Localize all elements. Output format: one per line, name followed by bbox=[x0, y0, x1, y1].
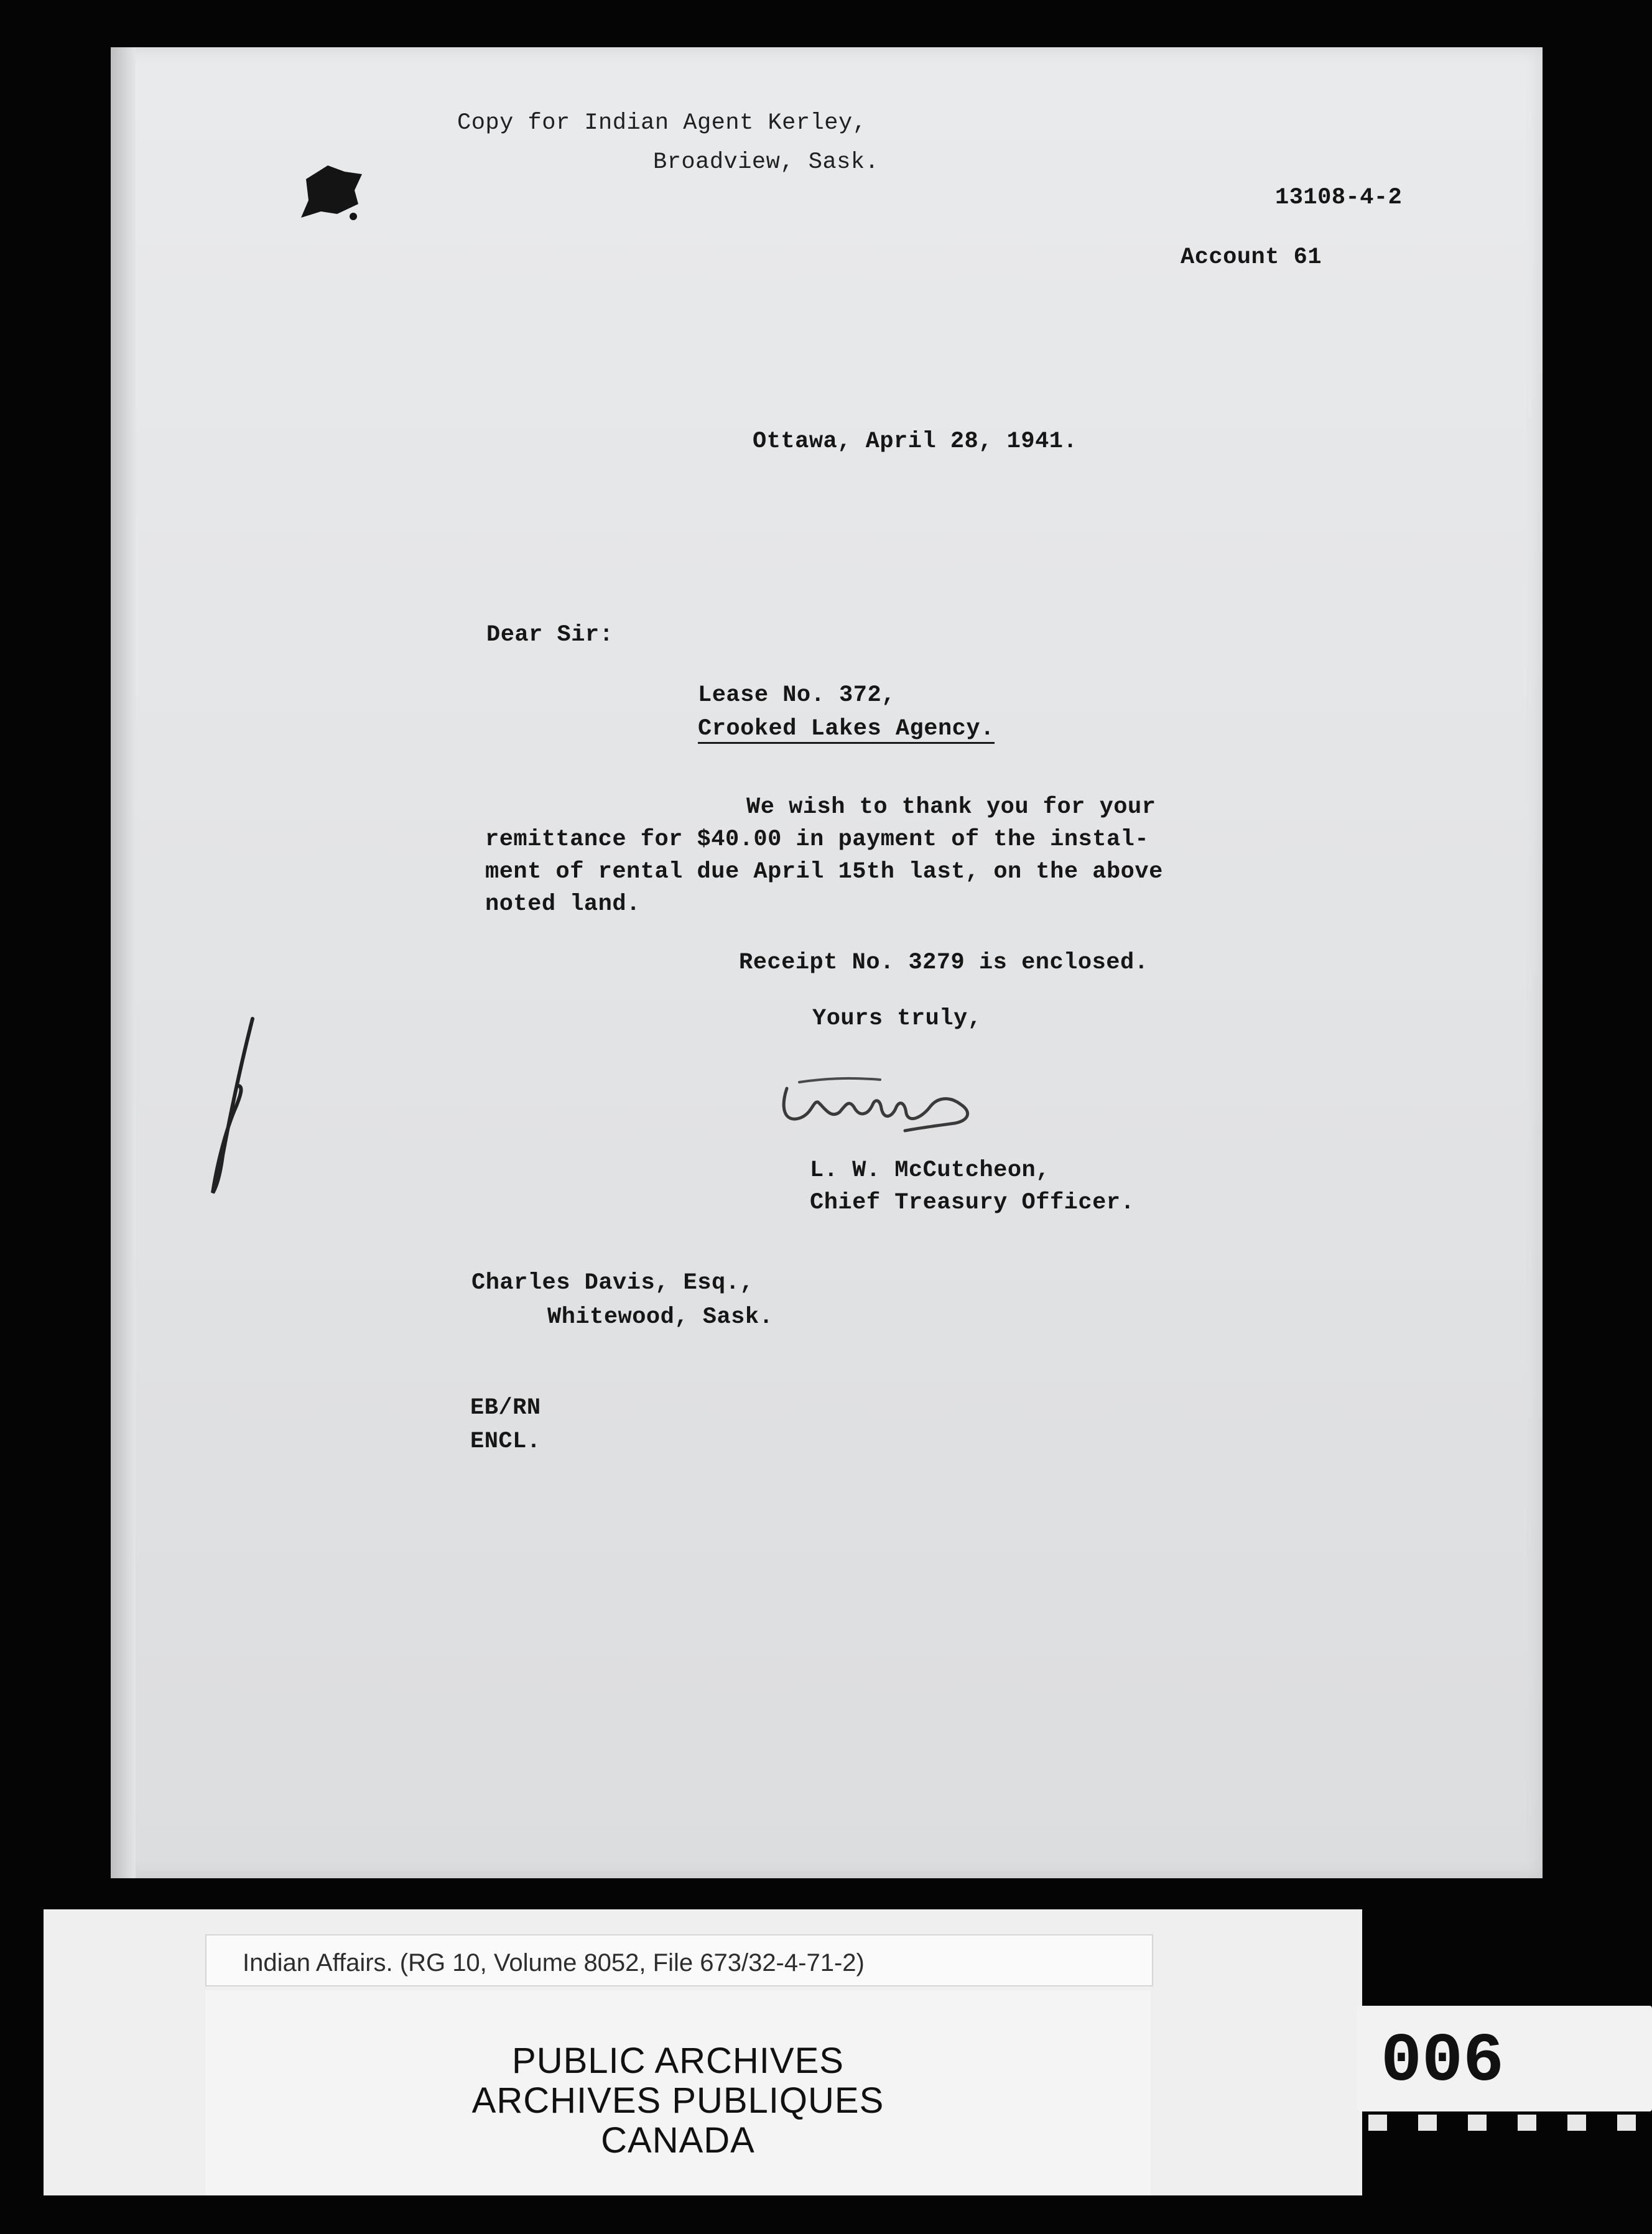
salutation: Dear Sir: bbox=[486, 622, 614, 648]
handwritten-signature bbox=[774, 1064, 1023, 1144]
page-edge-shadow bbox=[111, 47, 136, 1878]
counter-tick bbox=[1418, 2115, 1437, 2131]
counter-tick bbox=[1567, 2115, 1586, 2131]
archive-reference-strip bbox=[205, 1934, 1153, 1986]
counter-tick bbox=[1518, 2115, 1536, 2131]
file-number: 13108-4-2 bbox=[1275, 185, 1403, 211]
copy-note-line1: Copy for Indian Agent Kerley, bbox=[457, 110, 867, 136]
frame-counter bbox=[1357, 2006, 1652, 2111]
typist-initials: EB/RN bbox=[470, 1395, 541, 1421]
account-number: Account 61 bbox=[1181, 244, 1322, 271]
counter-tick bbox=[1368, 2115, 1387, 2131]
archive-line1: PUBLIC ARCHIVES bbox=[512, 2041, 844, 2081]
closing: Yours truly, bbox=[812, 1006, 982, 1032]
signer-title: Chief Treasury Officer. bbox=[810, 1190, 1135, 1216]
margin-pencil-mark bbox=[198, 1013, 266, 1199]
counter-tick bbox=[1617, 2115, 1636, 2131]
archive-reference: Indian Affairs. (RG 10, Volume 8052, File 673/32-4-71-2) bbox=[243, 1949, 865, 1977]
subject-line2: Crooked Lakes Agency. bbox=[698, 718, 995, 744]
receipt-line: Receipt No. 3279 is enclosed. bbox=[739, 950, 1149, 976]
archive-line2: ARCHIVES PUBLIQUES bbox=[471, 2080, 884, 2121]
archive-name-block bbox=[205, 2041, 1151, 2161]
ink-smudge bbox=[294, 160, 367, 221]
counter-tick bbox=[1468, 2115, 1487, 2131]
archive-line3: CANADA bbox=[601, 2120, 755, 2161]
enclosure-note: ENCL. bbox=[470, 1429, 541, 1455]
date-line: Ottawa, April 28, 1941. bbox=[753, 429, 1078, 455]
body-line3: ment of rental due April 15th last, on the above bbox=[485, 859, 1163, 885]
body-line4: noted land. bbox=[485, 891, 641, 917]
addressee-name: Charles Davis, Esq., bbox=[471, 1270, 754, 1296]
body-line1: We wish to thank you for your bbox=[746, 794, 1156, 820]
frame-counter-digits: 006 bbox=[1381, 2023, 1505, 2101]
subject-line1: Lease No. 372, bbox=[698, 682, 896, 708]
copy-note-line2: Broadview, Sask. bbox=[653, 149, 879, 175]
addressee-place: Whitewood, Sask. bbox=[547, 1304, 774, 1330]
body-line2: remittance for $40.00 in payment of the instal- bbox=[485, 827, 1149, 853]
signer-name: L. W. McCutcheon, bbox=[810, 1157, 1050, 1184]
